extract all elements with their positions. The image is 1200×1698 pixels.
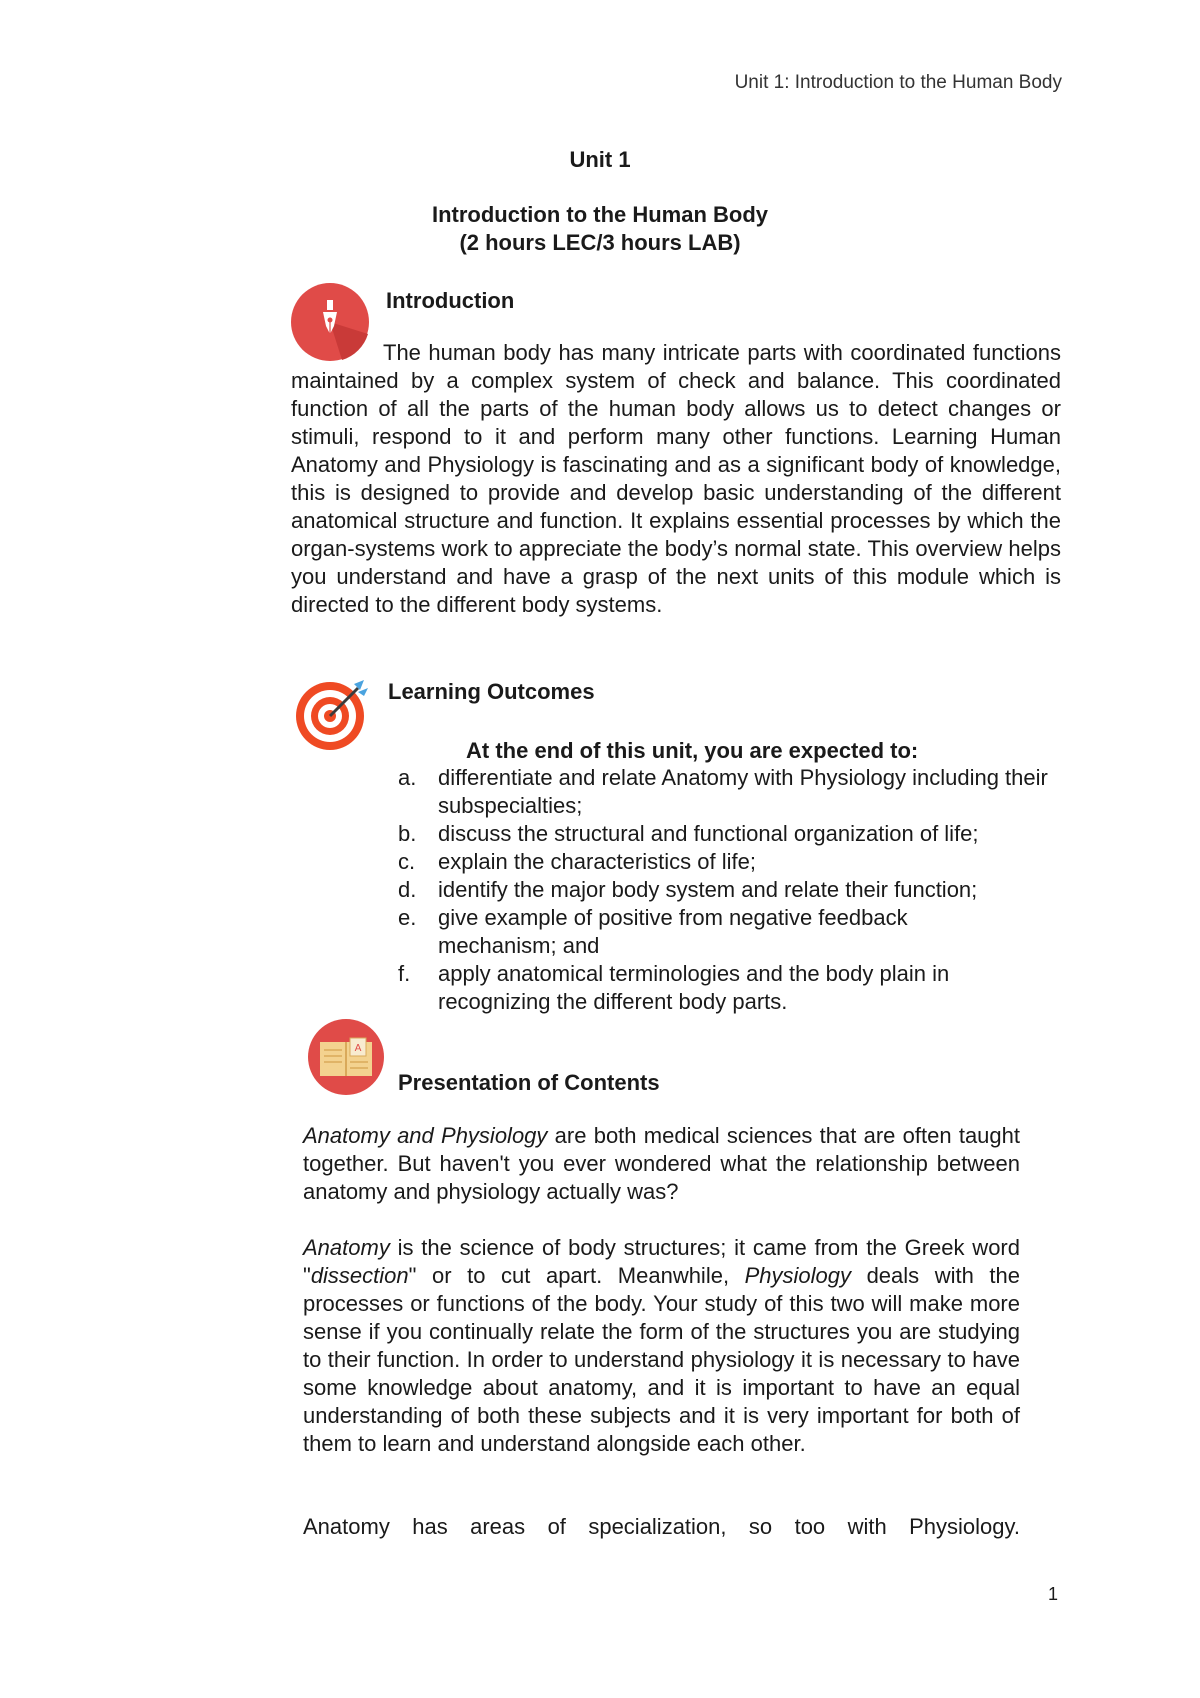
learning-outcomes-heading: Learning Outcomes (388, 679, 595, 704)
book-icon (306, 1018, 386, 1096)
presentation-paragraph-1 (303, 1122, 1020, 1206)
paragraph-text: is the science of body structures; it came from the Greek word " (303, 1235, 1020, 1288)
list-item-text: give example of positive from negative feedback mechanism; and (438, 905, 908, 958)
italic-term: Physiology (744, 1263, 852, 1288)
list-marker: b. (398, 821, 417, 846)
presentation-heading: Presentation of Contents (398, 1070, 660, 1095)
list-item (398, 876, 1070, 904)
list-item-text: discuss the structural and functional organization of life; (438, 821, 979, 846)
list-marker: f. (398, 961, 411, 986)
list-marker: d. (398, 877, 417, 902)
list-marker: e. (398, 905, 417, 930)
list-item-text: explain the characteristics of life; (438, 849, 756, 874)
italic-term: Anatomy and Physiology (303, 1123, 548, 1148)
outcomes-list (398, 764, 1070, 1016)
introduction-heading: Introduction (386, 288, 515, 313)
list-item (398, 960, 1038, 1016)
hours-subtitle: (2 hours LEC/3 hours LAB) (459, 230, 741, 255)
list-item (398, 848, 1070, 876)
running-header: Unit 1: Introduction to the Human Body (734, 72, 1062, 93)
page-number: 1 (1047, 1584, 1058, 1604)
outcomes-lead: At the end of this unit, you are expected to: (466, 738, 919, 763)
unit-title: Unit 1 (569, 147, 631, 172)
list-item-text: identify the major body system and relate their function; (438, 877, 978, 902)
presentation-paragraph-3: Anatomy has areas of specialization, so too with Physiology. (303, 1514, 1020, 1539)
introduction-paragraph: The human body has many intricate parts with coordinated functions maintained by a complex system of check and balance. This coordinated function of all the parts of the human body allows us to detect changes or stimuli, respond to it and perform many other functions. Learning Human Anatomy and Physiology is fascinating and as a significant body of knowledge, this is designed to provide and develop basic understanding of the different anatomical structure and function. It explains essential processes by which the organ-systems work to appreciate the body’s normal state. This overview helps you understand and have a grasp of the next units of this module which is directed to the different body systems. (291, 340, 1061, 617)
list-item (398, 764, 1070, 820)
target-icon (294, 676, 370, 752)
presentation-paragraph-2 (303, 1234, 1020, 1458)
list-item-text: differentiate and relate Anatomy with Physiology including their subspecialties; (438, 765, 1048, 818)
paragraph-text: " or to cut apart. Meanwhile, (408, 1263, 745, 1288)
italic-term: dissection (310, 1263, 409, 1288)
italic-term: Anatomy (303, 1235, 390, 1260)
list-item (398, 904, 958, 960)
svg-text:A: A (354, 1043, 362, 1054)
paragraph-text: deals with the processes or functions of the body. Your study of this two will make more sense if you continually relate the form of the structures you are studying to their function. In order to understand physiology it is necessary to have some knowledge about anatomy, and it is important to have an equal understanding of both these subjects and it is very important for both of them to learn and understand alongside each other. (303, 1263, 1020, 1456)
page-title: Introduction to the Human Body (431, 202, 769, 227)
list-marker: c. (398, 849, 416, 874)
list-item (398, 820, 1070, 848)
paragraph-text: are both medical sciences that are often taught together. But haven't you ever wondered what the relationship between anatomy and physiology actually was? (303, 1123, 1021, 1204)
list-marker: a. (398, 765, 417, 790)
list-item-text: apply anatomical terminologies and the body plain in recognizing the different body parts. (438, 961, 950, 1014)
